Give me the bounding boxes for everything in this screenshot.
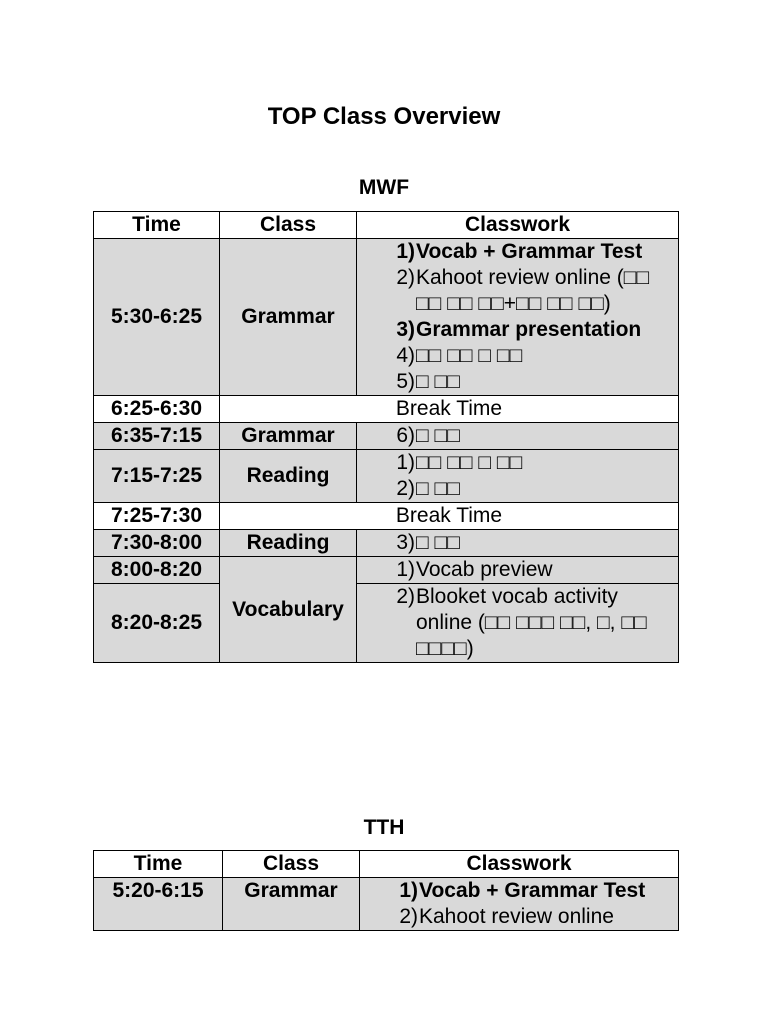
table-row <box>94 878 679 931</box>
time-cell: 6:35-7:15 <box>94 423 220 450</box>
time-header: Time <box>94 212 220 239</box>
table-row <box>94 530 679 557</box>
class-cell: Reading <box>220 450 357 503</box>
item-number: 5) <box>396 370 415 393</box>
item-number: 3) <box>396 531 415 554</box>
class-cell: Grammar <box>220 423 357 450</box>
table-row <box>94 557 679 584</box>
item-number: 3) <box>396 318 415 341</box>
item-number: 4) <box>396 344 415 367</box>
item-text: □□ □□ □ □□ <box>416 451 523 474</box>
break-row <box>94 396 679 423</box>
classwork-cell <box>360 878 679 931</box>
list-item <box>357 584 678 662</box>
item-text: Vocab + Grammar Test <box>416 240 643 263</box>
list-item <box>357 530 678 556</box>
item-text: □ □□ <box>416 531 460 554</box>
table-header-row <box>94 212 679 239</box>
time-cell: 7:30-8:00 <box>94 530 220 557</box>
class-cell: Reading <box>220 530 357 557</box>
document-title: TOP Class Overview <box>267 103 501 130</box>
time-cell: 5:30-6:25 <box>94 239 220 396</box>
item-number: 1) <box>396 451 415 474</box>
break-label: Break Time <box>220 396 679 423</box>
item-number: 2) <box>396 477 415 500</box>
table-row <box>94 450 679 503</box>
list-item <box>360 904 678 930</box>
list-item <box>357 343 678 369</box>
classwork-cell <box>357 530 679 557</box>
classwork-cell <box>357 584 679 663</box>
time-cell: 8:20-8:25 <box>94 584 220 663</box>
table-header-row <box>94 851 679 878</box>
item-number: 1) <box>396 240 415 263</box>
time-cell: 7:15-7:25 <box>94 450 220 503</box>
table-row <box>94 423 679 450</box>
mwf-schedule-table <box>93 211 679 663</box>
table-row <box>94 239 679 396</box>
item-number: 6) <box>396 424 415 447</box>
item-number: 1) <box>396 558 415 581</box>
mwf-heading: MWF <box>358 176 410 199</box>
classwork-header: Classwork <box>360 851 679 878</box>
tth-schedule-table <box>93 850 679 931</box>
list-item <box>357 369 678 395</box>
item-text: Grammar presentation <box>416 318 642 341</box>
classwork-cell <box>357 423 679 450</box>
item-number: 2) <box>396 585 415 608</box>
item-text: Kahoot review online <box>419 905 614 928</box>
list-item <box>357 557 678 583</box>
item-number: 2) <box>399 905 418 928</box>
classwork-header: Classwork <box>357 212 679 239</box>
list-item <box>357 423 678 449</box>
class-header: Class <box>220 212 357 239</box>
time-cell: 7:25-7:30 <box>94 503 220 530</box>
item-text: □□ □□ □ □□ <box>416 344 523 367</box>
item-text: Vocab preview <box>416 558 553 581</box>
classwork-cell <box>357 557 679 584</box>
list-item <box>357 317 678 343</box>
list-item <box>357 450 678 476</box>
class-header: Class <box>223 851 360 878</box>
item-text: □ □□ <box>416 424 460 447</box>
item-text: Kahoot review online (□□ □□ □□ □□+□□ □□ □□) <box>416 266 650 315</box>
classwork-cell <box>357 239 679 396</box>
item-text: □ □□ <box>416 477 460 500</box>
break-row <box>94 503 679 530</box>
list-item <box>360 878 678 904</box>
item-number: 1) <box>399 879 418 902</box>
list-item <box>357 476 678 502</box>
item-text: Blooket vocab activity online (□□ □□□ □□, □, □□ □□□□) <box>416 585 647 660</box>
table-row <box>94 584 679 663</box>
tth-heading: TTH <box>363 816 405 839</box>
list-item <box>357 239 678 265</box>
time-cell: 5:20-6:15 <box>94 878 223 931</box>
item-number: 2) <box>396 266 415 289</box>
class-cell: Vocabulary <box>220 557 357 663</box>
item-text: □ □□ <box>416 370 460 393</box>
break-label: Break Time <box>220 503 679 530</box>
classwork-cell <box>357 450 679 503</box>
item-text: Vocab + Grammar Test <box>419 879 646 902</box>
time-cell: 8:00-8:20 <box>94 557 220 584</box>
list-item <box>357 265 678 317</box>
class-cell: Grammar <box>223 878 360 931</box>
time-header: Time <box>94 851 223 878</box>
class-cell: Grammar <box>220 239 357 396</box>
time-cell: 6:25-6:30 <box>94 396 220 423</box>
